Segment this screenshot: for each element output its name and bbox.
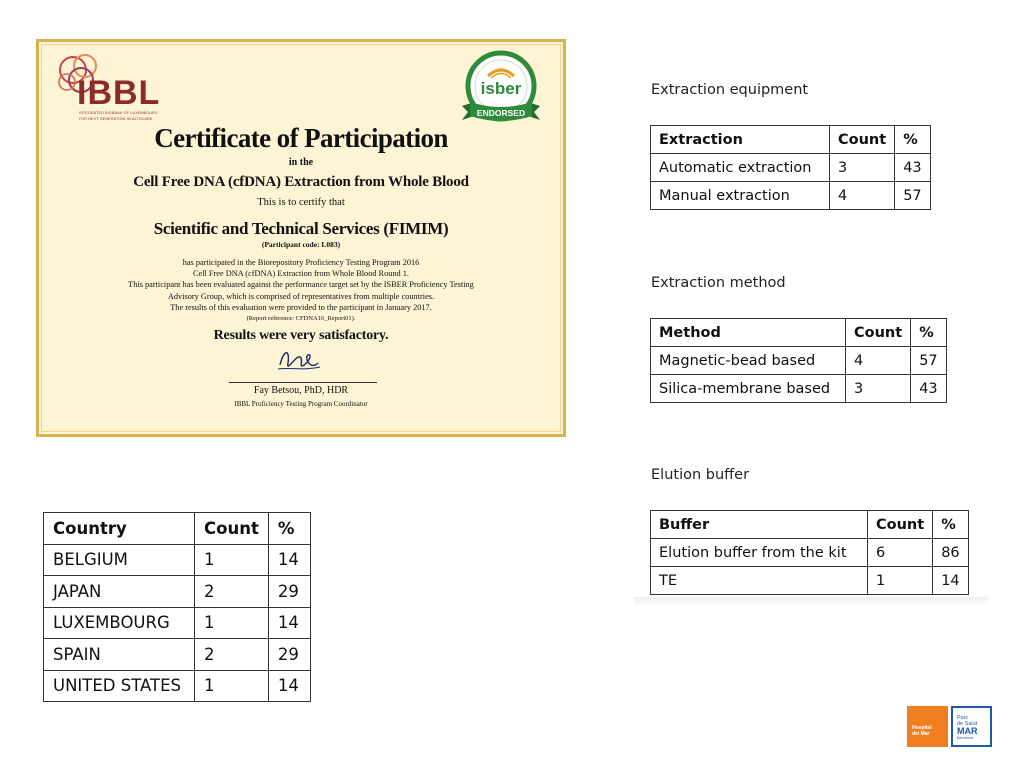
- certificate-signer-role: IBBL Proficiency Testing Program Coordinator: [234, 400, 368, 408]
- certificate-title: Certificate of Participation: [154, 123, 448, 153]
- table-cell: Magnetic-bead based: [651, 347, 846, 375]
- certificate-participant-code: (Participant code: L083): [261, 240, 341, 249]
- country-table: [43, 512, 311, 702]
- table-cell: 1: [195, 544, 269, 576]
- certificate-body-line: has participated in the Biorepository Proficiency Testing Program 2016: [182, 258, 420, 267]
- isber-logo-text: isber: [480, 79, 522, 98]
- table-cell: 3: [846, 375, 911, 403]
- isber-ribbon-text: ENDORSED: [476, 108, 526, 118]
- column-header: %: [933, 511, 969, 539]
- table-cell: 57: [895, 182, 931, 210]
- certificate-in-the: in the: [288, 157, 314, 168]
- table-header-row: [651, 126, 931, 154]
- extraction-method-title: Extraction method: [651, 275, 786, 291]
- signature-line: [229, 382, 377, 383]
- column-header: Method: [651, 319, 846, 347]
- table-cell: 1: [195, 607, 269, 639]
- extraction-equipment-title: Extraction equipment: [651, 82, 809, 98]
- certificate-signer: Fay Betsou, PhD, HDR: [253, 385, 349, 396]
- table-cell: 29: [268, 639, 310, 671]
- hospital-logo-line: del Mar: [912, 730, 930, 737]
- certificate-organization: Scientific and Technical Services (FIMIM): [153, 219, 449, 238]
- table-cell: Automatic extraction: [651, 154, 830, 182]
- parc-logo-line: Parc: [957, 715, 969, 721]
- parc-logo-line: de Salut: [957, 720, 978, 727]
- column-header: Count: [868, 511, 933, 539]
- table-cell: 4: [846, 347, 911, 375]
- table-row: [651, 539, 969, 567]
- table-shadow: [634, 597, 988, 606]
- table-cell: BELGIUM: [44, 544, 195, 576]
- column-header: Buffer: [651, 511, 868, 539]
- table-header-row: [651, 511, 969, 539]
- extraction-equipment-table: [650, 125, 931, 210]
- table-cell: 4: [830, 182, 895, 210]
- column-header: Count: [846, 319, 911, 347]
- isber-endorsed-badge-icon: [460, 50, 542, 128]
- table-cell: JAPAN: [44, 576, 195, 608]
- table-row: [44, 639, 311, 671]
- parc-logo-city: Barcelona: [957, 736, 974, 741]
- table-row: [651, 567, 969, 595]
- table-cell: 1: [868, 567, 933, 595]
- table-cell: Elution buffer from the kit: [651, 539, 868, 567]
- certificate-body-line: Cell Free DNA (cfDNA) Extraction from Whole Blood Round 1.: [193, 269, 409, 279]
- parc-logo-mar: MAR: [957, 726, 978, 737]
- column-header: %: [268, 513, 310, 545]
- parc-salut-mar-logo: [951, 706, 992, 747]
- table-cell: 1: [195, 670, 269, 702]
- table-cell: UNITED STATES: [44, 670, 195, 702]
- certificate-report-reference: (Report reference: CFDNA16_Report01).: [246, 315, 356, 323]
- table-header-row: [44, 513, 311, 545]
- table-cell: 14: [933, 567, 969, 595]
- table-row: [651, 182, 931, 210]
- signature-icon: [274, 345, 324, 377]
- table-cell: 86: [933, 539, 969, 567]
- table-row: [651, 375, 947, 403]
- ibbl-tagline: INTEGRATED BIOBANK OF LUXEMBOURG: [79, 111, 158, 115]
- ibbl-logo-text: IBBL: [77, 74, 161, 112]
- column-header: Count: [830, 126, 895, 154]
- table-cell: SPAIN: [44, 639, 195, 671]
- table-cell: 2: [195, 639, 269, 671]
- table-cell: 29: [268, 576, 310, 608]
- ibbl-tagline: FOR NEXT GENERATION HEALTHCARE: [79, 117, 153, 121]
- table-cell: 14: [268, 607, 310, 639]
- extraction-method-table: [650, 318, 947, 403]
- certificate-certify-line: This is to certify that: [257, 197, 345, 208]
- hospital-logo-line: Hospital: [912, 725, 932, 731]
- certificate-program: Cell Free DNA (cfDNA) Extraction from Whole Blood: [133, 174, 469, 190]
- table-row: [44, 576, 311, 608]
- column-header: Extraction: [651, 126, 830, 154]
- table-cell: 2: [195, 576, 269, 608]
- certificate-body: [39, 257, 563, 324]
- certificate-body-line: Advisory Group, which is comprised of representatives from multiple countries.: [167, 291, 435, 301]
- table-cell: 43: [895, 154, 931, 182]
- elution-buffer-table: [650, 510, 969, 595]
- table-cell: Silica-membrane based: [651, 375, 846, 403]
- table-cell: 43: [911, 375, 947, 403]
- table-cell: 57: [911, 347, 947, 375]
- certificate-body-line: The results of this evaluation were provided to the participant in January 2017.: [170, 302, 432, 312]
- table-header-row: [651, 319, 947, 347]
- elution-buffer-title: Elution buffer: [651, 467, 750, 483]
- table-row: [44, 670, 311, 702]
- table-cell: TE: [651, 567, 868, 595]
- hospital-del-mar-logo: [907, 706, 948, 747]
- certificate: [36, 39, 566, 437]
- table-row: [44, 607, 311, 639]
- column-header: Count: [195, 513, 269, 545]
- table-row: [44, 544, 311, 576]
- column-header: %: [895, 126, 931, 154]
- certificate-body-line: This participant has been evaluated against the performance target set by the ISBER Proficiency Testing: [128, 280, 474, 290]
- table-cell: 6: [868, 539, 933, 567]
- table-cell: 3: [830, 154, 895, 182]
- table-cell: 14: [268, 544, 310, 576]
- column-header: %: [911, 319, 947, 347]
- table-cell: LUXEMBOURG: [44, 607, 195, 639]
- table-cell: Manual extraction: [651, 182, 830, 210]
- column-header: Country: [44, 513, 195, 545]
- table-row: [651, 347, 947, 375]
- table-row: [651, 154, 931, 182]
- certificate-result: Results were very satisfactory.: [213, 328, 389, 343]
- table-cell: 14: [268, 670, 310, 702]
